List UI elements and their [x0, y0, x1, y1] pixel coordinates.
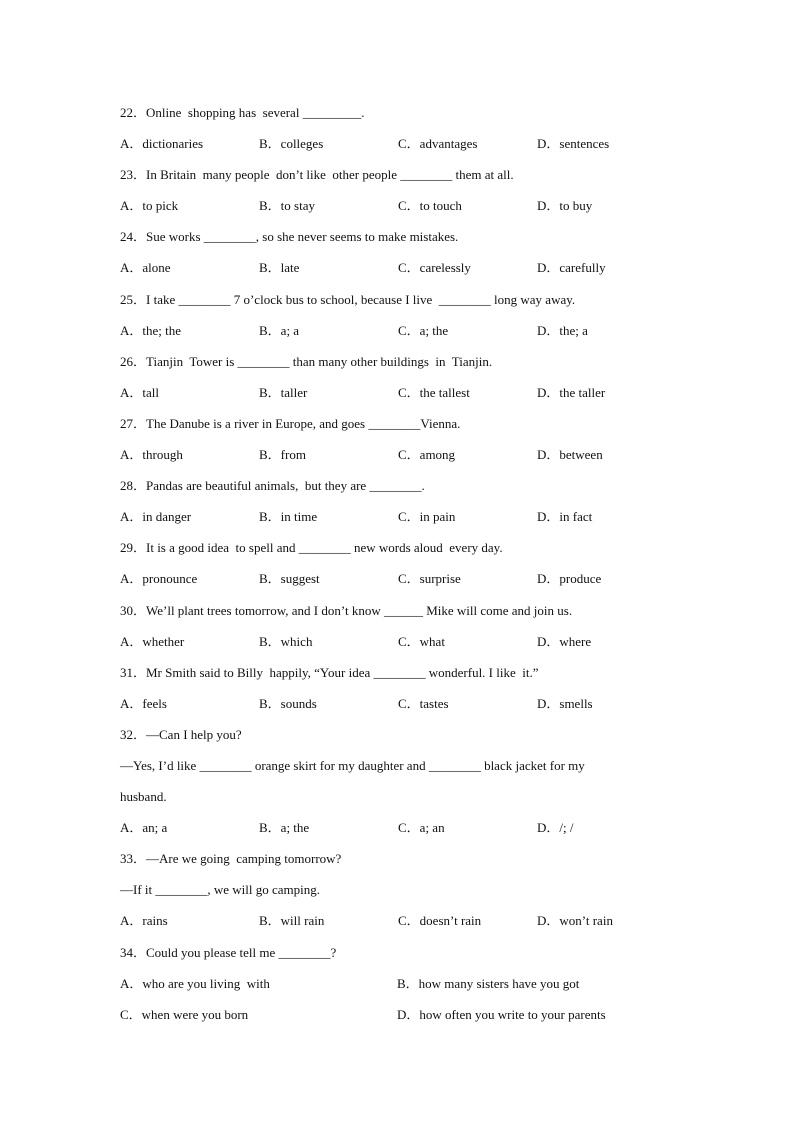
question-stem: 33．—Are we going camping tomorrow? [120, 851, 342, 867]
question-stem: —Yes, I’d like ________ orange skirt for my daughter and ________ black jacket for my [120, 757, 585, 773]
options-row [120, 190, 740, 221]
option-c[interactable]: C．in pain [398, 509, 456, 525]
option-c[interactable]: C．a; the [398, 322, 449, 338]
question-stem: 24．Sue works ________, so she never seems to make mistakes. [120, 229, 459, 245]
question-stem: 28．Pandas are beautiful animals, but they are ________. [120, 478, 425, 494]
question-33 [120, 843, 740, 936]
option-c[interactable]: C．a; an [398, 820, 445, 836]
option-b[interactable]: B．sounds [259, 695, 317, 711]
question-stem: 31．Mr Smith said to Billy happily, “Your idea ________ wonderful. I like it.” [120, 664, 539, 680]
option-c[interactable]: C．surprise [398, 571, 461, 587]
question-stem: 29．It is a good idea to spell and ________ new words aloud every day. [120, 540, 503, 556]
option-d[interactable]: D．/; / [537, 820, 574, 836]
option-a[interactable]: A．through [120, 447, 183, 463]
exam-page [120, 97, 740, 1030]
option-d[interactable]: D．the taller [537, 384, 606, 400]
question-stem: 23．In Britain many people don’t like other people ________ them at all. [120, 167, 514, 183]
option-a[interactable]: A．the; the [120, 322, 182, 338]
option-b[interactable]: B．suggest [259, 571, 320, 587]
option-d[interactable]: D．the; a [537, 322, 588, 338]
options-row [120, 688, 740, 719]
option-a[interactable]: A．rains [120, 913, 168, 929]
question-stem: 22．Online shopping has several _________. [120, 105, 365, 120]
option-c[interactable]: C．advantages [398, 136, 478, 152]
option-b[interactable]: B．to stay [259, 198, 315, 214]
question-28 [120, 470, 740, 532]
option-d[interactable]: D．carefully [537, 260, 606, 276]
question-stem: 30．We’ll plant trees tomorrow, and I don’t know ______ Mike will come and join us. [120, 602, 573, 618]
question-31 [120, 657, 740, 719]
question-27 [120, 408, 740, 470]
option-c[interactable]: C．tastes [398, 695, 449, 711]
option-c[interactable]: C．carelessly [398, 260, 471, 276]
question-30 [120, 595, 740, 657]
option-a[interactable]: A．in danger [120, 509, 192, 525]
question-24 [120, 221, 740, 283]
option-b[interactable]: B．in time [259, 509, 318, 525]
option-c[interactable]: C．the tallest [398, 384, 470, 400]
option-b[interactable]: B．late [259, 260, 300, 276]
option-a[interactable]: A．to pick [120, 198, 179, 214]
options-row [120, 252, 740, 283]
question-stem: 26．Tianjin Tower is ________ than many other buildings in Tianjin. [120, 353, 493, 369]
options-row [120, 377, 740, 408]
option-a[interactable]: A．pronounce [120, 571, 198, 587]
option-a[interactable]: A．dictionaries [120, 136, 204, 152]
option-b[interactable]: B．colleges [259, 136, 324, 152]
question-stem: 27．The Danube is a river in Europe, and goes ________Vienna. [120, 415, 461, 431]
question-32 [120, 719, 740, 843]
question-29 [120, 532, 740, 594]
option-d[interactable]: D．won’t rain [537, 913, 613, 929]
option-d[interactable]: D．smells [537, 695, 593, 711]
option-b[interactable]: B．from [259, 447, 306, 463]
option-a[interactable]: A．who are you living with [120, 975, 270, 991]
options-row [120, 905, 740, 936]
option-c[interactable]: C．doesn’t rain [398, 913, 482, 929]
question-stem: 32．—Can I help you? [120, 726, 242, 742]
question-stem: —If it ________, we will go camping. [120, 882, 321, 898]
option-d[interactable]: D．where [537, 633, 592, 649]
option-c[interactable]: C．when were you born [120, 1006, 249, 1022]
option-a[interactable]: A．alone [120, 260, 171, 276]
option-d[interactable]: D．produce [537, 571, 602, 587]
question-34 [120, 937, 740, 1030]
question-22 [120, 97, 740, 159]
options-row [120, 968, 740, 999]
options-row [120, 501, 740, 532]
option-a[interactable]: A．whether [120, 633, 185, 649]
question-stem: 25．I take ________ 7 o’clock bus to school, because I live ________ long way away. [120, 291, 576, 307]
options-row [120, 626, 740, 657]
options-row [120, 563, 740, 594]
options-row [120, 812, 740, 843]
option-a[interactable]: A．feels [120, 695, 167, 711]
question-26 [120, 346, 740, 408]
option-b[interactable]: B．how many sisters have you got [397, 975, 580, 991]
option-c[interactable]: C．among [398, 447, 456, 463]
option-d[interactable]: D．sentences [537, 136, 610, 152]
option-b[interactable]: B．taller [259, 384, 308, 400]
options-row [120, 999, 740, 1030]
question-23 [120, 159, 740, 221]
option-b[interactable]: B．which [259, 633, 313, 649]
question-stem: husband. [120, 789, 167, 805]
option-c[interactable]: C．what [398, 633, 445, 649]
options-row [120, 315, 740, 346]
options-row [120, 128, 740, 159]
option-b[interactable]: B．a; the [259, 820, 310, 836]
option-d[interactable]: D．in fact [537, 509, 593, 525]
question-stem: 34．Could you please tell me ________? [120, 944, 337, 960]
option-d[interactable]: D．to buy [537, 198, 593, 214]
option-c[interactable]: C．to touch [398, 198, 462, 214]
option-d[interactable]: D．between [537, 447, 603, 463]
option-a[interactable]: A．an; a [120, 820, 168, 836]
option-a[interactable]: A．tall [120, 384, 159, 400]
option-d[interactable]: D．how often you write to your parents [397, 1006, 606, 1022]
options-row [120, 439, 740, 470]
option-b[interactable]: B．a; a [259, 322, 300, 338]
question-25 [120, 284, 740, 346]
option-b[interactable]: B．will rain [259, 913, 325, 929]
